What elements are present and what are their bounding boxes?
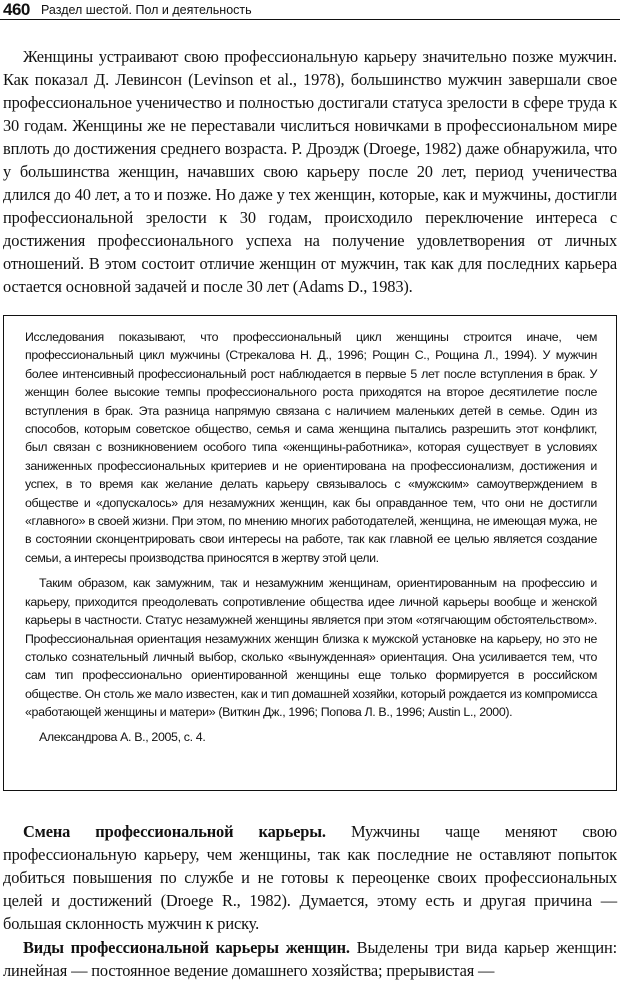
body-paragraph-1 <box>3 45 617 298</box>
page-number: 460 <box>3 0 30 19</box>
career-change-heading: Смена профессиональной карьеры. <box>23 822 326 841</box>
lower-body <box>3 820 617 982</box>
sidebar-paragraph-2: Таким образом, как замужним, так и незамужним женщинам, ориентированным на профессию и карьеру, приходится преодолевать сопротивление общества идее личной карьеры вообще и женской карьеры в частности. Статус незамужней женщины является при этом «отягчающим обстоятельством». Профессиональная ориентация незамужних женщин близка к мужской установке на карьеру, но это не столько сознательный личный выбор, сколько «вынужденная» ориентация. Она усиливается тем, что сам тип профессионально ориентированной женщины еще только формируется в российском обществе. Он столь же мало известен, как и тип домашней хозяйки, который рождается из компромисса «работающей женщины и матери» (Виткин Дж., 1996; Попова Л. В., 1996; Austin L., 2000). <box>25 576 597 720</box>
career-change-text: Мужчины чаще меняют свою профессиональную карьеру, чем женщины, так как последние не оставляют попыток добиться повышения по службе и не готовы к переоценке своих профессиональных целей и достижений (Droege R., 1982). Думается, этому есть и другая причина — большая склонность мужчин к риску. <box>3 822 617 933</box>
sidebar-source: Александрова А. В., 2005, с. 4. <box>39 729 206 744</box>
career-change-paragraph <box>3 820 617 935</box>
career-types-heading: Виды профессиональной карьеры женщин. <box>23 938 350 957</box>
sidebar-body <box>25 328 597 746</box>
running-head: Раздел шестой. Пол и деятельность <box>41 3 252 17</box>
header-rule <box>0 19 620 20</box>
sidebar-box <box>3 315 617 791</box>
career-types-paragraph <box>3 936 617 982</box>
page-header <box>0 0 620 20</box>
career-types-text: Выделены три вида карьер женщин: линейная — постоянное ведение домашнего хозяйства; прерывистая — <box>3 938 617 980</box>
paragraph-text: Женщины устраивают свою профессиональную карьеру значительно позже мужчин. Как показал Д. Левинсон (Levinson et al., 1978), большинство мужчин завершали свое профессиональное ученичество и полностью достигали статуса зрелости в сфере труда к 30 годам. Женщины же не переставали числиться новичками в профессиональном мире вплоть до достижения среднего возраста. Р. Дроэдж (Droege, 1982) даже обнаружила, что у большинства женщин, начавших свою карьеру после 20 лет, период ученичества длился до 40 лет, а то и позже. Но даже у тех женщин, которые, как и мужчины, достигли профессиональной зрелости к 30 годам, происходило переключение интереса с достижения профессионального успеха на получение удовлетворения от личных отношений. В этом состоит отличие женщин от мужчин, так как для последних карьера остается основной задачей и после 30 лет (Adams D., 1983). <box>3 47 617 296</box>
sidebar-paragraph-1: Исследования показывают, что профессиональный цикл женщины строится иначе, чем профессиональный цикл мужчины (Стрекалова Н. Д., 1996; Рощин С., Рощина Л., 1994). У мужчин более интенсивный профессиональный рост наблюдается в первые 5 лет после вступления в брак. У женщин более высокие темпы профессионального роста приходятся на второе десятилетие после вступления в брак. Эта разница напрямую связана с наличием маленьких детей в семье. Один из способов, которым советское общество, семья и сама женщина пытались разрешить этот конфликт, был связан с возникновением особого типа «женщины-работника», которая существует в условиях заниженных профессиональных критериев и не ориентирована на профессионализм, достижения и успех, в то время как желание делать карьеру связывалось с «мужским» самоутверждением в обществе и «допускалось» для незамужних женщин, как бы оправданное тем, что они не достигли «главного» в своей жизни. При этом, по мнению многих работодателей, женщина, не имеющая мужа, не в состоянии сконцентрировать свои интересы на работе, так как главной ее целью является создание семьи, а интересы производства приносятся в жертву этой цели. <box>25 330 597 565</box>
